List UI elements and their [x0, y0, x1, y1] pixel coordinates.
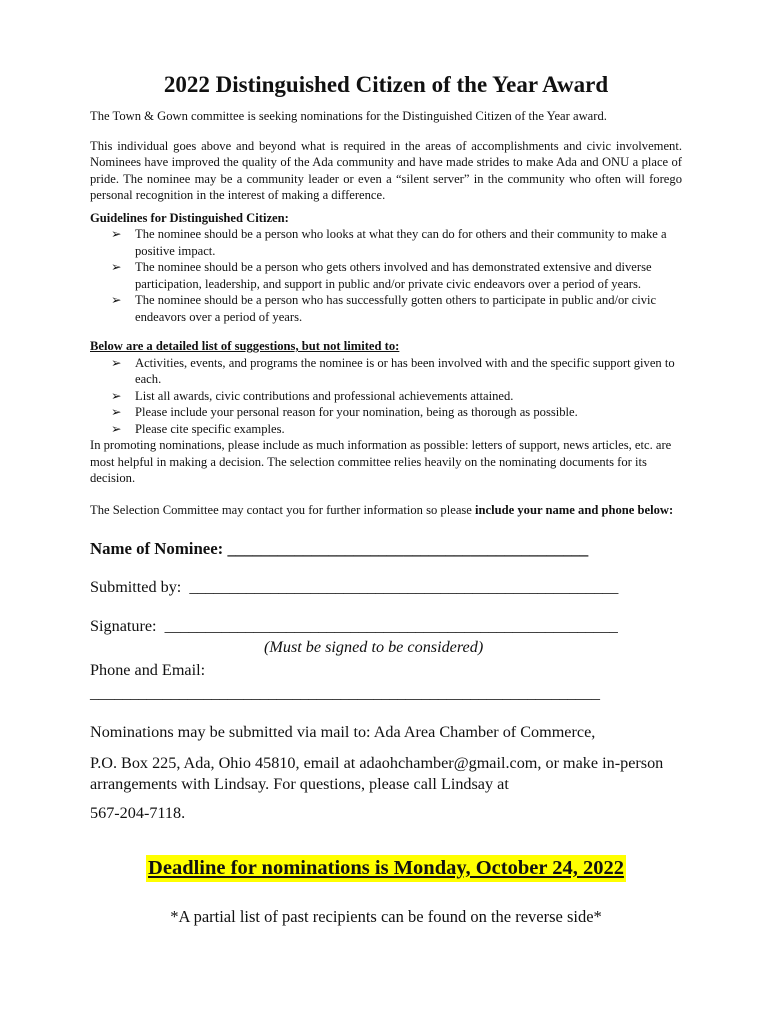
arrow-bullet-icon: ➢	[111, 355, 122, 370]
arrow-bullet-icon: ➢	[111, 405, 122, 419]
arrow-bullet-icon: ➢	[111, 388, 122, 403]
list-item: ➢ The nominee should be a person who looks at what they can do for others and their community to make a positive impact.	[111, 227, 667, 258]
document-page	[90, 70, 682, 927]
page-title: 2022 Distinguished Citizen of the Year Award	[163, 72, 609, 97]
mail-line-1: Nominations may be submitted via mail to: Ada Area Chamber of Commerce,	[90, 723, 596, 741]
deadline-banner: Deadline for nominations is Monday, October 24, 2022	[146, 855, 626, 882]
contact-emphasis: include your name and phone below:	[475, 502, 674, 517]
phone-email-label: Phone and Email:	[90, 661, 206, 679]
submitted-line[interactable]: _____________________________________________________	[189, 578, 619, 596]
list-item: ➢ The nominee should be a person who gets others involved and has demonstrated extensive and diverse participation, leadership, and support in public and/or private civic endeavors over a period of years.	[111, 260, 652, 291]
signature-note: (Must be signed to be considered)	[264, 638, 484, 656]
list-item: ➢ The nominee should be a person who has successfully gotten others to participate in public and/or civic endeavors over a period of years.	[111, 293, 657, 324]
arrow-bullet-icon: ➢	[111, 260, 122, 274]
arrow-bullet-icon: ➢	[111, 293, 122, 307]
arrow-bullet-icon: ➢	[111, 421, 122, 436]
signature-label: Signature:	[90, 617, 157, 635]
contact-text: The Selection Committee may contact you for further information so please include your name and phone below:	[90, 502, 674, 517]
phone-email-line[interactable]: _______________________________________________________________	[90, 684, 600, 702]
signature-field[interactable]	[90, 616, 682, 637]
arrow-bullet-icon: ➢	[111, 227, 122, 241]
submitted-label: Submitted by:	[90, 578, 182, 596]
nominee-line[interactable]: ___________________________________________	[227, 539, 589, 558]
signature-line[interactable]: ________________________________________________________	[164, 617, 618, 635]
suggestions-heading: Below are a detailed list of suggestions, but not limited to:	[90, 339, 400, 353]
submitted-by-field[interactable]	[90, 577, 682, 598]
mail-line-2: P.O. Box 225, Ada, Ohio 45810, email at adaohchamber@gmail.com, or make in-person arrangements with Lindsay. For questions, please call Lindsay at	[90, 754, 664, 793]
nominee-field[interactable]	[90, 539, 682, 559]
guidelines-heading: Guidelines for Distinguished Citizen:	[90, 210, 289, 225]
deadline-wrapper	[90, 855, 682, 882]
mail-phone: 567-204-7118.	[90, 804, 186, 822]
list-item: ➢ Please cite specific examples.	[111, 421, 285, 436]
promoting-text: In promoting nominations, please include as much information as possible: letters of support, news articles, etc. are most helpful in making a decision. The selection committee relies heavily on the nominating documents for its decision.	[90, 438, 672, 485]
list-item: ➢ Activities, events, and programs the nominee is or has been involved with and the specific support given to each.	[111, 355, 675, 386]
guidelines-list	[90, 226, 682, 325]
suggestions-list	[90, 355, 682, 438]
list-item: ➢ Please include your personal reason for your nomination, being as thorough as possible.	[111, 405, 578, 419]
list-item: ➢ List all awards, civic contributions and professional achievements attained.	[111, 388, 514, 403]
nominee-label: Name of Nominee:	[90, 539, 224, 558]
footer-note: *A partial list of past recipients can be found on the reverse side*	[170, 907, 602, 926]
intro-text: The Town & Gown committee is seeking nominations for the Distinguished Citizen of the Year award.	[90, 109, 607, 123]
description-text: This individual goes above and beyond what is required in the areas of accomplishments and civic involvement. Nominees have improved the quality of the Ada community and have made strides to make Ada and ONU a place of pride. The nominee may be a community leader or even a “silent server” in the community who often will forego personal recognition in the interest of making a difference.	[90, 138, 682, 202]
